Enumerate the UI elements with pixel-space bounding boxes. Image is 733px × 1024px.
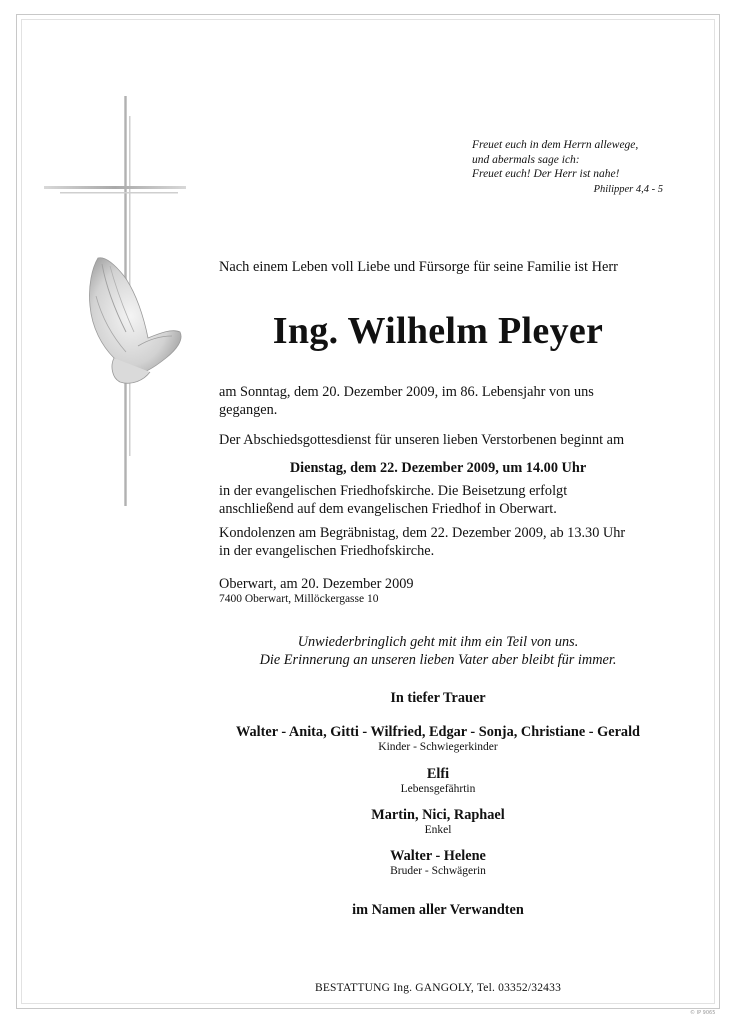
mourner-names: Walter - Helene <box>390 848 486 864</box>
farewell-line: Die Erinnerung an unseren lieben Vater aber bleibt für immer. <box>259 652 617 668</box>
mourning-title: In tiefer Trauer <box>390 690 486 706</box>
mourner-relation: Bruder - Schwägerin <box>390 865 486 877</box>
mourner-names: Martin, Nici, Raphael <box>371 807 505 823</box>
quote-line: und abermals sage ich: <box>472 153 580 166</box>
relatives-line: im Namen aller Verwandten <box>352 902 524 918</box>
death-line: am Sonntag, dem 20. Dezember 2009, im 86. Lebensjahr von uns <box>219 384 594 400</box>
service-place-line: anschließend auf dem evangelischen Friedhof in Oberwart. <box>219 501 557 517</box>
scripture-reference: Philipper 4,4 - 5 <box>593 184 663 195</box>
mourner-names: Elfi <box>426 766 450 782</box>
service-place <box>219 482 657 518</box>
mourner-relation: Enkel <box>424 824 452 836</box>
service-date: Dienstag, dem 22. Dezember 2009, um 14.00 Uhr <box>289 460 587 476</box>
farewell-line: Unwiederbringlich geht mit ihm ein Teil von uns. <box>297 634 579 650</box>
service-place-line: in der evangelischen Friedhofskirche. Die Beisetzung erfolgt <box>219 483 568 499</box>
condolence-line: Kondolenzen am Begräbnistag, dem 22. Dezember 2009, ab 13.30 Uhr <box>219 525 626 541</box>
deceased-name: Ing. Wilhelm Pleyer <box>272 310 604 352</box>
death-notice <box>219 383 657 419</box>
condolence-info <box>219 524 657 560</box>
cross-with-praying-hands-icon <box>40 96 190 516</box>
intro-text: Nach einem Leben voll Liebe und Fürsorge für seine Familie ist Herr <box>219 259 618 275</box>
mourner-names: Walter - Anita, Gitti - Wilfried, Edgar - Sonja, Christiane - Gerald <box>235 724 640 740</box>
address: 7400 Oberwart, Millöckergasse 10 <box>219 593 379 605</box>
funeral-home-footer: BESTATTUNG Ing. GANGOLY, Tel. 03352/32433 <box>314 982 562 994</box>
service-intro: Der Abschiedsgottesdienst für unseren lieben Verstorbenen beginnt am <box>219 432 625 448</box>
death-line: gegangen. <box>219 402 278 418</box>
mourner-relation: Kinder - Schwiegerkinder <box>378 741 498 753</box>
scripture-quote <box>472 138 672 182</box>
praying-hands-icon <box>89 258 181 384</box>
farewell-text <box>219 633 657 669</box>
corner-code: © IP 9065 <box>690 1010 716 1016</box>
condolence-line: in der evangelischen Friedhofskirche. <box>219 543 435 559</box>
place-date: Oberwart, am 20. Dezember 2009 <box>219 576 414 592</box>
quote-line: Freuet euch! Der Herr ist nahe! <box>472 168 620 180</box>
quote-line: Freuet euch in dem Herrn allewege, <box>472 139 639 151</box>
mourner-relation: Lebensgefährtin <box>400 783 476 795</box>
